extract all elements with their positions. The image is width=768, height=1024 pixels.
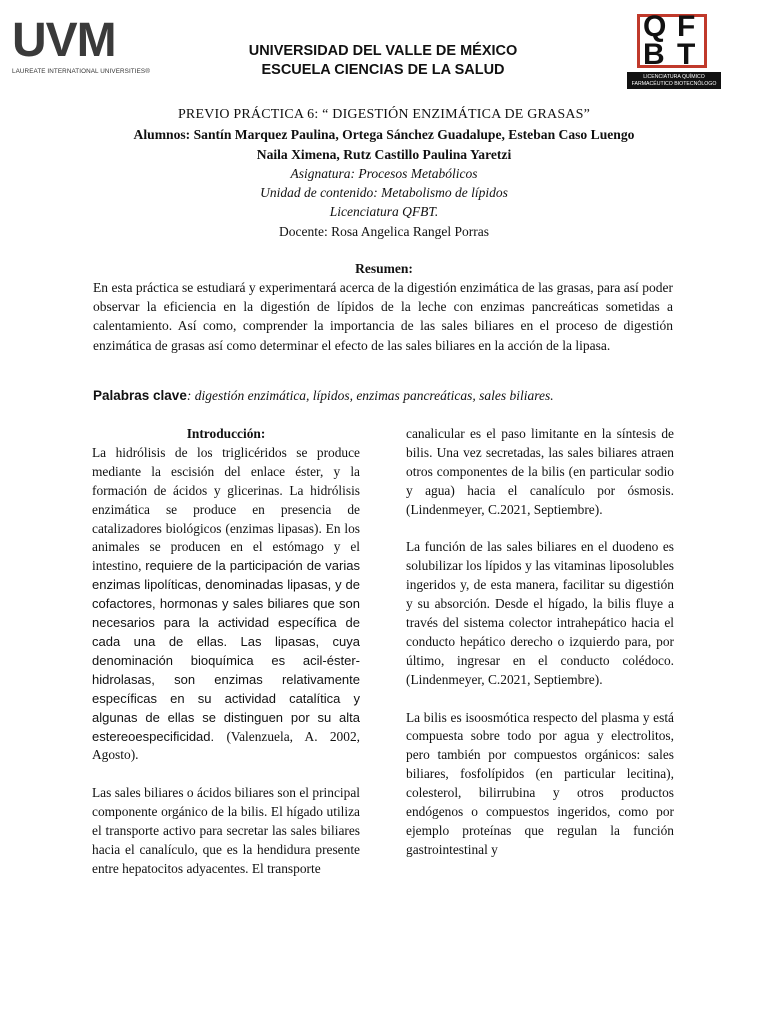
- qfbt-letter-b: B: [643, 38, 665, 71]
- keywords-label: Palabras clave: [93, 388, 187, 403]
- intro-p1-citation: (Valenzuela, A. 2002, Agosto).: [92, 728, 360, 763]
- keywords: [93, 386, 673, 405]
- uvm-logo: [12, 14, 154, 75]
- uvm-logo-tagline: LAUREATE INTERNATIONAL UNIVERSITIES®: [12, 68, 150, 75]
- uvm-logo-mark: UVM: [12, 14, 116, 67]
- authors-line-2: Naila Ximena, Rutz Castillo Paulina Yaretzi: [256, 147, 512, 162]
- qfbt-letter-f: F: [677, 10, 696, 43]
- keywords-values: : digestión enzimática, lípidos, enzimas pancreáticas, sales biliares.: [186, 388, 554, 403]
- intro-p1-sans: requiere de la participación de varias enzimas lipolíticas, denominadas lipasas, y de cofactores, hormonas y sales biliares que son necesarios para la actividad específica de cada una de ellas. Las lipasas, cuya denominación bioquímica es acil-éster-hidrolasas, son enzimas relativamente específicas en su actividad catalítica y algunas de ellas se distinguen por su alta estereoespecificidad.: [92, 558, 360, 744]
- qfbt-logo-caption: LICENCIATURA QUÍMICO FARMACÉUTICO BIOTECNÓLOGO: [627, 72, 721, 89]
- intro-paragraph-3: canalicular es el paso limitante en la síntesis de bilis. Una vez secretadas, las sales biliares atraen otros componentes de la bilis (en particular sodio y agua) hacia el canalículo por ósmosis. (Lindenmeyer, C.2021, Septiembre).: [406, 426, 674, 517]
- content-unit: Unidad de contenido: Metabolismo de lípidos: [260, 185, 508, 201]
- qfbt-logo-letters: [643, 12, 713, 70]
- authors-line-1: Alumnos: Santín Marquez Paulina, Ortega Sánchez Guadalupe, Esteban Caso Luengo: [133, 127, 635, 142]
- left-column: [92, 425, 360, 898]
- qfbt-letter-t: T: [677, 38, 696, 71]
- intro-paragraph-5: La bilis es isoosmótica respecto del plasma y está compuesta sobre todo por agua y electrolitos, pero también por compuestos orgánicos: sales biliares, fosfolípidos (en particular lecitina), colesterol, bilirrubina y otros productos endógenos o compuestos ingeridos, como por ejemplo proteínas que regulan la función gastrointestinal y: [406, 709, 674, 857]
- intro-p1-serif: La hidrólisis de los triglicéridos se produce mediante la escisión del enlace éster, y la formación de ácidos y glicerinas. La hidrólisis enzimática se produce en presencia de catalizadores biológicos (enzimas lipasas). En los animales se producen en el estómago y el intestino,: [92, 444, 360, 574]
- teacher: Docente: Rosa Angelica Rangel Porras: [279, 223, 489, 239]
- degree: Licenciatura QFBT.: [329, 204, 439, 220]
- abstract-heading: Resumen:: [355, 261, 413, 276]
- course-info: [60, 164, 708, 241]
- abstract-body: En esta práctica se estudiará y experimentará acerca de la digestión enzimática de las grasas, para así poder observar la eficiencia en la digestión de lípidos de la leche con enzimas pancreáticas sometidas a calentamiento. Así como, comprender la importancia de las sales biliares en el proceso de digestión enzimática de grasas así como determinar el efecto de las sales biliares en la acción de la lipasa.: [93, 280, 673, 353]
- university-header: [160, 42, 606, 80]
- right-column: [406, 425, 674, 879]
- intro-paragraph-1: [92, 444, 360, 765]
- school-name: ESCUELA CIENCIAS DE LA SALUD: [261, 62, 505, 78]
- subject: Asignatura: Procesos Metabólicos: [290, 166, 478, 181]
- authors: [60, 125, 708, 165]
- qfbt-letter-q: Q: [643, 10, 667, 43]
- intro-paragraph-2: Las sales biliares o ácidos biliares son el principal componente orgánico de la bilis. El hígado utiliza el transporte activo para secretar las sales biliares hacia el canalículo, que es la hendidura presente entre hepatocitos adyacentes. El transporte: [92, 785, 360, 876]
- university-name: UNIVERSIDAD DEL VALLE DE MÉXICO: [248, 43, 518, 59]
- document-title: PREVIO PRÁCTICA 6: “ DIGESTIÓN ENZIMÁTICA DE GRASAS”: [177, 107, 591, 122]
- introduction-heading: Introducción:: [186, 426, 266, 441]
- qfbt-logo: [627, 12, 721, 90]
- intro-paragraph-4: La función de las sales biliares en el duodeno es solubilizar los lípidos y las vitaminas liposolubles ingeridos y, de esta manera, facilitar su digestión y su absorción. Desde el hígado, la bilis fluye a través del sistema colector intrahepático hacia el conducto hepático derecho o izquierdo para, por último, ingresar en el conducto colédoco. (Lindenmeyer, C.2021, Septiembre).: [406, 539, 674, 687]
